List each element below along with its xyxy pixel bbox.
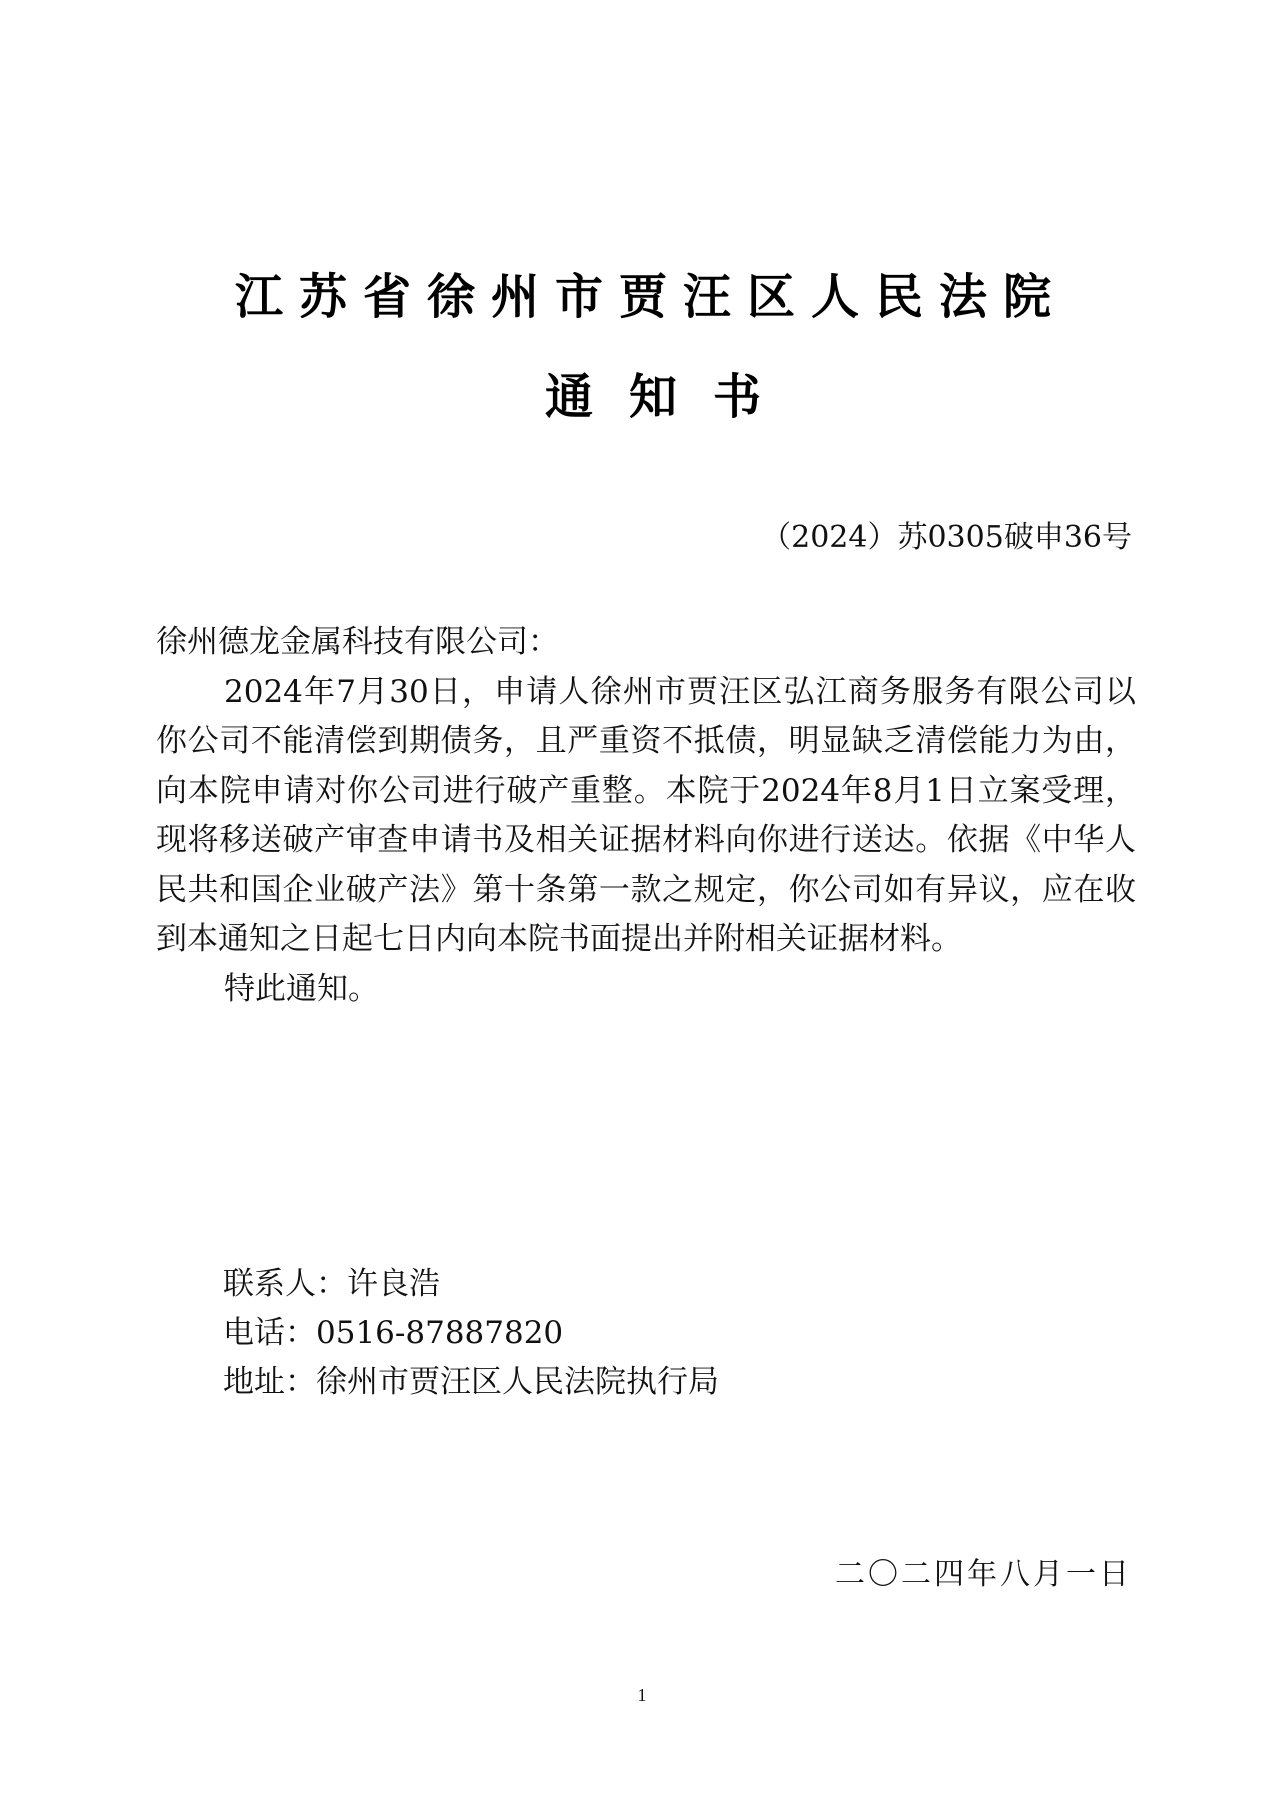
document-body bbox=[156, 618, 1136, 1014]
contact-address: 地址：徐州市贾汪区人民法院执行局 bbox=[223, 1364, 719, 1400]
case-number: （2024）苏0305破申36号 bbox=[761, 520, 1132, 555]
closing-line: 特此通知。 bbox=[224, 970, 379, 1007]
page-number: 1 bbox=[637, 1685, 647, 1705]
issue-date: 二〇二四年八月一日 bbox=[835, 1557, 1132, 1592]
contact-phone: 电话：0516-87887820 bbox=[223, 1315, 564, 1351]
document-type-title: 通知书 bbox=[544, 369, 797, 425]
addressee: 徐州德龙金属科技有限公司： bbox=[156, 624, 559, 660]
body-paragraph: 2024年7月30日，申请人徐州市贾汪区弘江商务服务有限公司以你公司不能清偿到期债务，且严重资不抵债，明显缺乏清偿能力为由，向本院申请对你公司进行破产重整。本院于2024年8月1日立案受理，现将移送破产审查申请书及相关证据材料向你进行送达。依据《中华人民共和国企业破产法》第十条第一款之规定，你公司如有异议，应在收到本通知之日起七日内向本院书面提出并附相关证据材料。 bbox=[156, 673, 1136, 957]
court-name-title: 江苏省徐州市贾汪区人民法院 bbox=[234, 269, 1067, 325]
contact-block bbox=[223, 1260, 719, 1407]
contact-person: 联系人：许良浩 bbox=[223, 1266, 440, 1302]
